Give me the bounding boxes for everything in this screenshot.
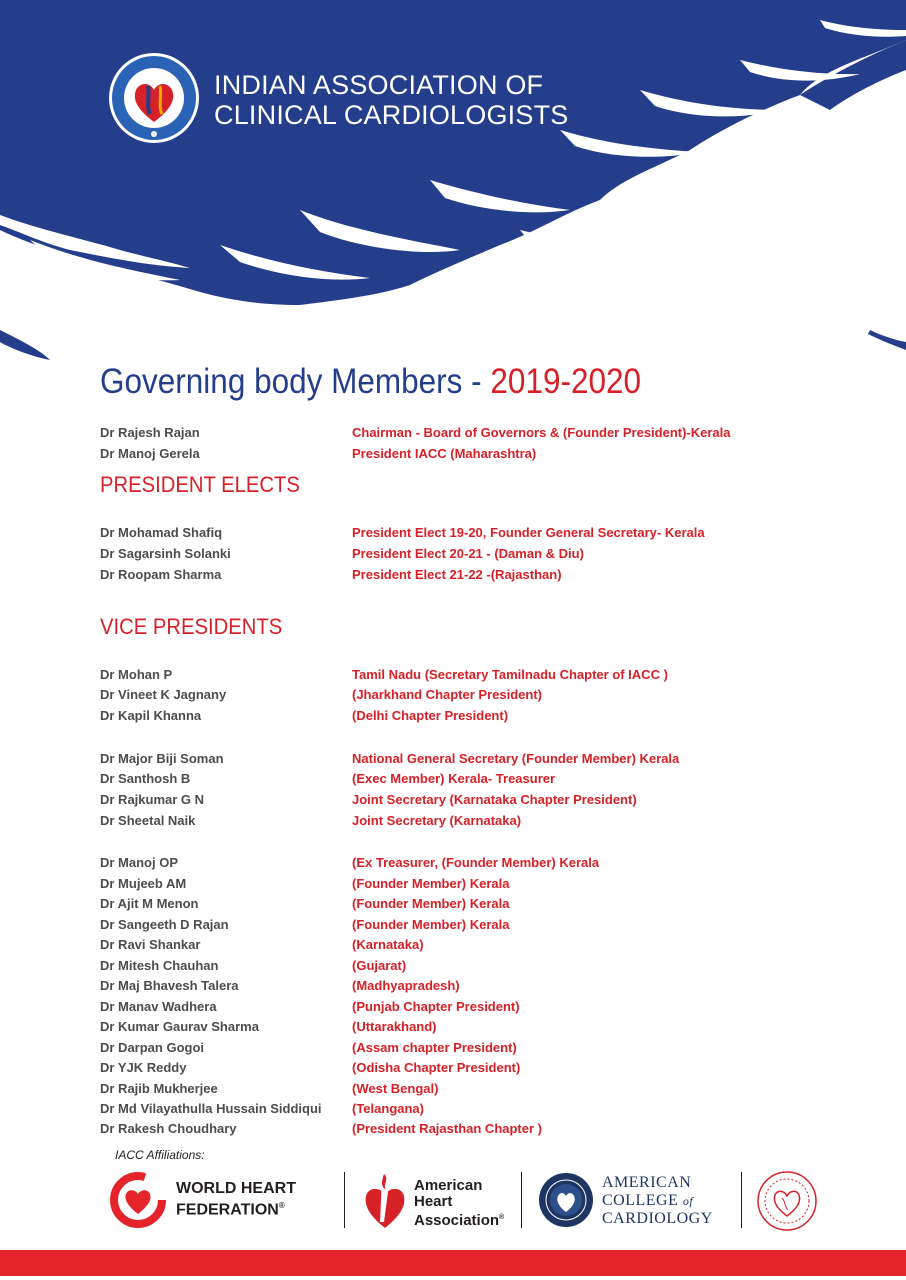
affiliation-divider [741,1172,742,1228]
member-role: (Uttarakhand) [352,1019,437,1034]
member-role: (Telangana) [352,1101,424,1116]
cardiology-society-logo [756,1168,818,1232]
member-row [0,667,906,687]
member-name: Dr Ajit M Menon [100,896,199,911]
member-row [0,771,906,791]
member-role: (Karnataka) [352,937,424,952]
member-role: (Odisha Chapter President) [352,1060,521,1075]
member-row [0,1040,906,1060]
section-heading-president-elects: PRESIDENT ELECTS [100,472,300,497]
whf-line1: WORLD HEART [176,1180,296,1197]
title-text: Governing body Members - [100,362,491,401]
member-row [0,876,906,896]
member-name: Dr Ravi Shankar [100,937,201,952]
heart-torch-icon [362,1172,408,1230]
member-row [0,567,906,587]
member-role: (Founder Member) Kerala [352,876,510,891]
member-row [0,896,906,916]
member-role: President IACC (Maharashtra) [352,446,537,461]
member-name: Dr Rakesh Choudhary [100,1121,237,1136]
member-name: Dr Vineet K Jagnany [100,687,227,702]
acc-line3: CARDIOLOGY [602,1210,713,1227]
cardiology-society-seal-icon [756,1170,818,1232]
member-row [0,792,906,812]
org-name [214,70,568,130]
aha-line2: Heart [414,1193,453,1210]
affiliations-label: IACC Affiliations: [115,1148,205,1162]
american-college-of-cardiology-logo [538,1168,728,1232]
member-role: (Punjab Chapter President) [352,999,520,1014]
member-role: Tamil Nadu (Secretary Tamilnadu Chapter of IACC ) [352,667,668,682]
member-role: (Founder Member) Kerala [352,896,510,911]
member-name: Dr YJK Reddy [100,1060,187,1075]
member-row [0,425,906,445]
member-row [0,446,906,466]
member-role: (Gujarat) [352,958,407,973]
section-heading-vice-presidents: VICE PRESIDENTS [100,614,283,639]
member-row [0,1019,906,1039]
member-name: Dr Mohan P [100,667,173,682]
member-name: Dr Roopam Sharma [100,567,222,582]
acc-line2b: of [682,1194,694,1208]
member-row [0,708,906,728]
member-name: Dr Manav Wadhera [100,999,217,1014]
acc-seal-icon [538,1172,594,1228]
member-role: (West Bengal) [352,1081,439,1096]
member-name: Dr Manoj OP [100,855,179,870]
acc-line2a: COLLEGE [602,1192,679,1209]
whf-mark: ® [278,1201,285,1210]
member-role: President Elect 21-22 -(Rajasthan) [352,567,562,582]
member-row [0,999,906,1019]
member-row [0,937,906,957]
iacc-logo [108,52,200,144]
member-row [0,813,906,833]
member-role: (Delhi Chapter President) [352,708,509,723]
member-role: President Elect 20-21 - (Daman & Diu) [352,546,584,561]
member-row [0,1121,906,1141]
member-role: President Elect 19-20, Founder General Secretary- Kerala [352,525,705,540]
member-row [0,1101,906,1121]
member-name: Dr Mujeeb AM [100,876,187,891]
affiliation-divider [521,1172,522,1228]
member-row [0,978,906,998]
member-name: Dr Sagarsinh Solanki [100,546,231,561]
footer-bar [0,1250,906,1276]
member-name: Dr Rajesh Rajan [100,425,200,440]
aha-line3: Association [414,1212,500,1229]
member-name: Dr Sangeeth D Rajan [100,917,229,932]
member-name: Dr Santhosh B [100,771,191,786]
title-year: 2019-2020 [490,362,642,401]
member-row [0,687,906,707]
member-name: Dr Manoj Gerela [100,446,200,461]
member-role: (Founder Member) Kerala [352,917,510,932]
member-name: Dr Mohamad Shafiq [100,525,223,540]
member-row [0,958,906,978]
member-role: Joint Secretary (Karnataka) [352,813,522,828]
member-name: Dr Rajkumar G N [100,792,205,807]
whf-line2: FEDERATION [176,1201,279,1219]
world-heart-federation-logo [108,1168,338,1232]
member-role: (President Rajasthan Chapter ) [352,1121,542,1136]
member-row [0,855,906,875]
american-heart-association-logo [360,1168,510,1232]
member-row [0,1081,906,1101]
member-row [0,546,906,566]
member-name: Dr Major Biji Soman [100,751,224,766]
aha-name [414,1178,504,1229]
whf-name [176,1180,296,1218]
member-name: Dr Maj Bhavesh Talera [100,978,239,993]
aha-line1: American [414,1177,483,1194]
org-name-line2: CLINICAL CARDIOLOGISTS [214,100,569,130]
member-name: Dr Md Vilayathulla Hussain Siddiqui [100,1101,322,1116]
member-name: Dr Sheetal Naik [100,813,196,828]
acc-line1: AMERICAN [602,1174,692,1191]
member-name: Dr Kapil Khanna [100,708,202,723]
member-role: Joint Secretary (Karnataka Chapter President) [352,792,637,807]
member-role: (Madhyapradesh) [352,978,460,993]
member-role: (Jharkhand Chapter President) [352,687,542,702]
member-role: (Ex Treasurer, (Founder Member) Kerala [352,855,600,870]
affiliation-divider [344,1172,345,1228]
member-row [0,917,906,937]
member-row [0,751,906,771]
member-name: Dr Kumar Gaurav Sharma [100,1019,259,1034]
member-row [0,525,906,545]
member-name: Dr Rajib Mukherjee [100,1081,218,1096]
member-row [0,1060,906,1080]
heart-circle-icon [108,1170,168,1230]
member-role: (Assam chapter President) [352,1040,517,1055]
member-role: (Exec Member) Kerala- Treasurer [352,771,556,786]
page-title [100,360,641,404]
member-name: Dr Darpan Gogoi [100,1040,205,1055]
member-name: Dr Mitesh Chauhan [100,958,219,973]
member-role: National General Secretary (Founder Member) Kerala [352,751,680,766]
org-name-line1: INDIAN ASSOCIATION OF [214,70,544,100]
acc-name [602,1174,713,1228]
member-role: Chairman - Board of Governors & (Founder President)-Kerala [352,425,731,440]
aha-mark: ® [499,1214,505,1221]
